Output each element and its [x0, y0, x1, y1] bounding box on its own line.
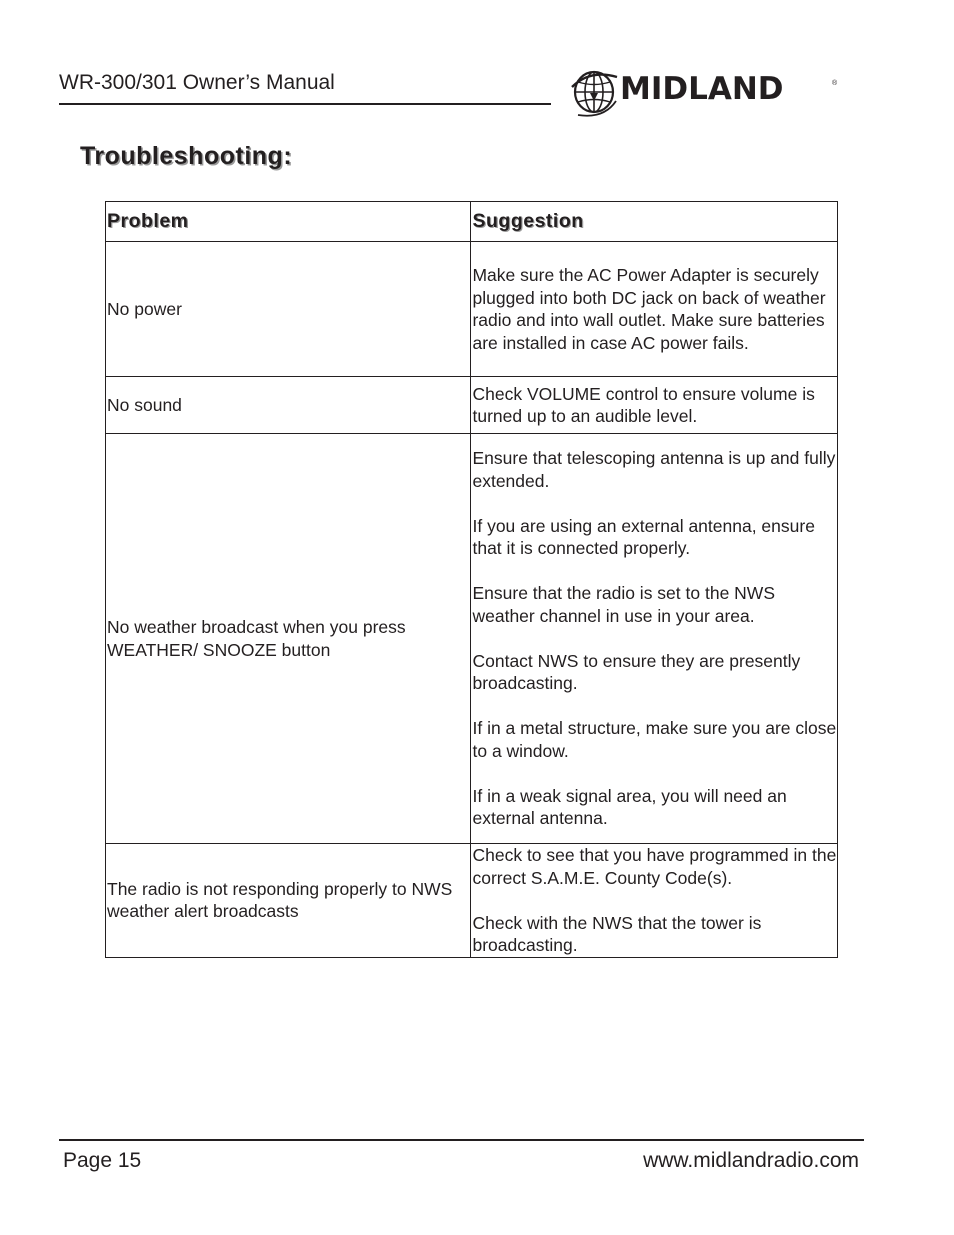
midland-logo	[570, 63, 840, 119]
table-row	[106, 434, 838, 844]
suggestion-text: Ensure that the radio is set to the NWS weather channel in use in your area.	[472, 583, 775, 626]
suggestion-text: If in a metal structure, make sure you are close to a window.	[472, 718, 837, 761]
website-url: www.midlandradio.com	[643, 1149, 859, 1172]
suggestion-text: Contact NWS to ensure they are presently broadcasting.	[472, 650, 801, 694]
suggestion-column-header: Suggestion	[471, 202, 838, 242]
logo-wordmark: MIDLAND	[620, 71, 784, 107]
table-row	[106, 377, 838, 434]
suggestion-text: If you are using an external antenna, ensure that it is connected properly.	[472, 515, 815, 559]
page-number: Page 15	[63, 1149, 142, 1172]
suggestion-text: Check VOLUME control to ensure volume is turned up to an audible level.	[472, 383, 815, 426]
suggestion-text: Make sure the AC Power Adapter is securely plugged into both DC jack on back of weather radio and into wall outlet. Make sure batteries are installed in case AC power fails.	[472, 265, 826, 353]
table-row	[106, 844, 838, 958]
footer-rule	[59, 1139, 864, 1141]
manual-title: WR-300/301 Owner’s Manual	[59, 71, 335, 94]
problem-cell: No power	[106, 242, 471, 377]
suggestion-cell	[471, 844, 838, 958]
problem-cell: No weather broadcast when you press WEATHER/ SNOOZE button	[106, 434, 471, 844]
section-title: Troubleshooting:	[80, 142, 293, 170]
troubleshooting-table	[105, 201, 838, 958]
problem-cell: No sound	[106, 377, 471, 434]
suggestion-cell	[471, 377, 838, 434]
header-rule	[59, 103, 551, 105]
table-row	[106, 242, 838, 377]
globe-icon	[570, 63, 624, 119]
table-header-row	[106, 202, 838, 242]
problem-cell: The radio is not responding properly to NWS weather alert broadcasts	[106, 844, 471, 958]
suggestion-cell	[471, 242, 838, 377]
problem-column-header: Problem	[106, 202, 471, 242]
registered-mark: ®	[832, 80, 838, 87]
suggestion-text: Check to see that you have programmed in the correct S.A.M.E. County Code(s).	[472, 845, 837, 888]
suggestion-text: If in a weak signal area, you will need an external antenna.	[472, 785, 787, 829]
suggestion-cell	[471, 434, 838, 844]
suggestion-text: Check with the NWS that the tower is broadcasting.	[472, 912, 762, 955]
suggestion-text: Ensure that telescoping antenna is up and fully extended.	[472, 448, 836, 491]
